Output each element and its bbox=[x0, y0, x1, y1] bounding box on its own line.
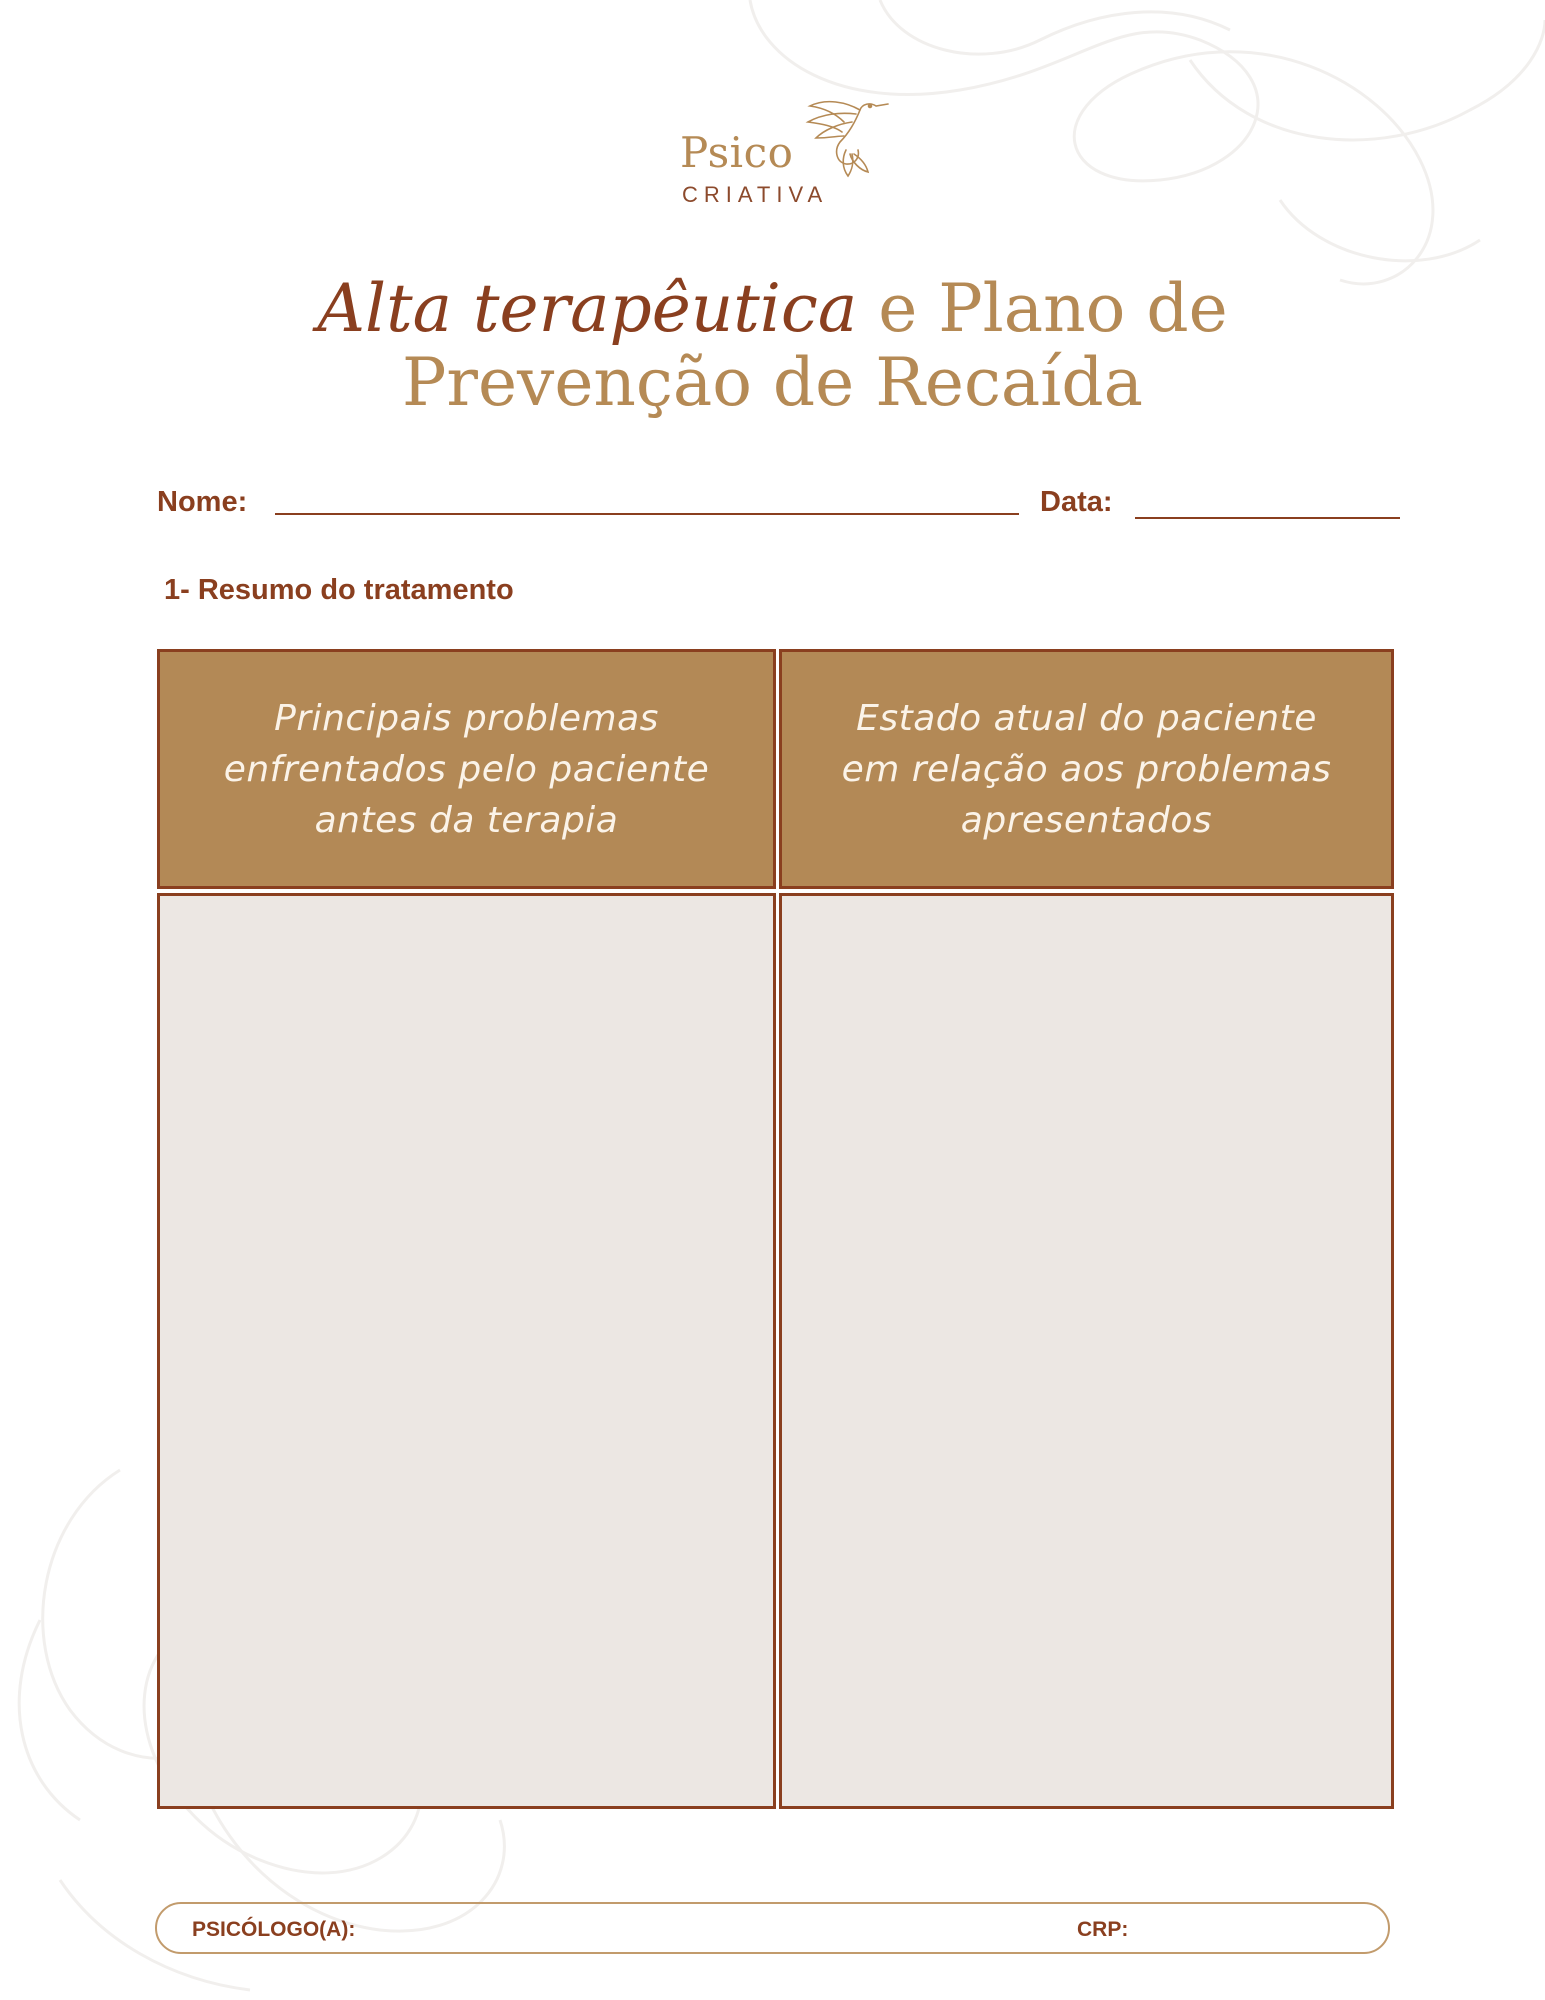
name-label: Nome: bbox=[157, 486, 248, 518]
table-header-current-state bbox=[779, 649, 1394, 889]
title-line-2: Prevenção de Recaída bbox=[402, 344, 1143, 421]
table-header-before-therapy bbox=[157, 649, 776, 889]
header-line: antes da terapia bbox=[314, 799, 619, 841]
title-line-1 bbox=[0, 272, 1545, 346]
logo-wordmark: Psico bbox=[680, 128, 794, 177]
brand-logo bbox=[670, 92, 900, 212]
header-line: em relação aos problemas bbox=[841, 748, 1332, 790]
crp-label: CRP: bbox=[1077, 1918, 1129, 1941]
header-line: enfrentados pelo paciente bbox=[223, 748, 710, 790]
title-emphasis: Alta terapêutica bbox=[317, 270, 858, 347]
date-input-line[interactable] bbox=[1135, 517, 1400, 519]
header-line: Estado atual do paciente bbox=[856, 697, 1317, 739]
section-title: 1- Resumo do tratamento bbox=[164, 574, 514, 606]
title-rest: e Plano de bbox=[857, 270, 1228, 347]
hummingbird-icon bbox=[790, 92, 900, 182]
page-title bbox=[0, 272, 1545, 420]
date-label: Data: bbox=[1040, 486, 1113, 518]
table-cell-current-state[interactable] bbox=[779, 893, 1394, 1809]
logo-subtitle: CRIATIVA bbox=[682, 182, 829, 207]
footer-signature-bar bbox=[155, 1902, 1390, 1954]
header-text-before-therapy bbox=[184, 693, 750, 846]
header-line: Principais problemas bbox=[274, 697, 659, 739]
header-line: apresentados bbox=[960, 799, 1213, 841]
table-cell-before-therapy[interactable] bbox=[157, 893, 776, 1809]
header-text-current-state bbox=[802, 693, 1372, 846]
psychologist-label: PSICÓLOGO(A): bbox=[192, 1918, 356, 1941]
name-input-line[interactable] bbox=[275, 513, 1019, 515]
